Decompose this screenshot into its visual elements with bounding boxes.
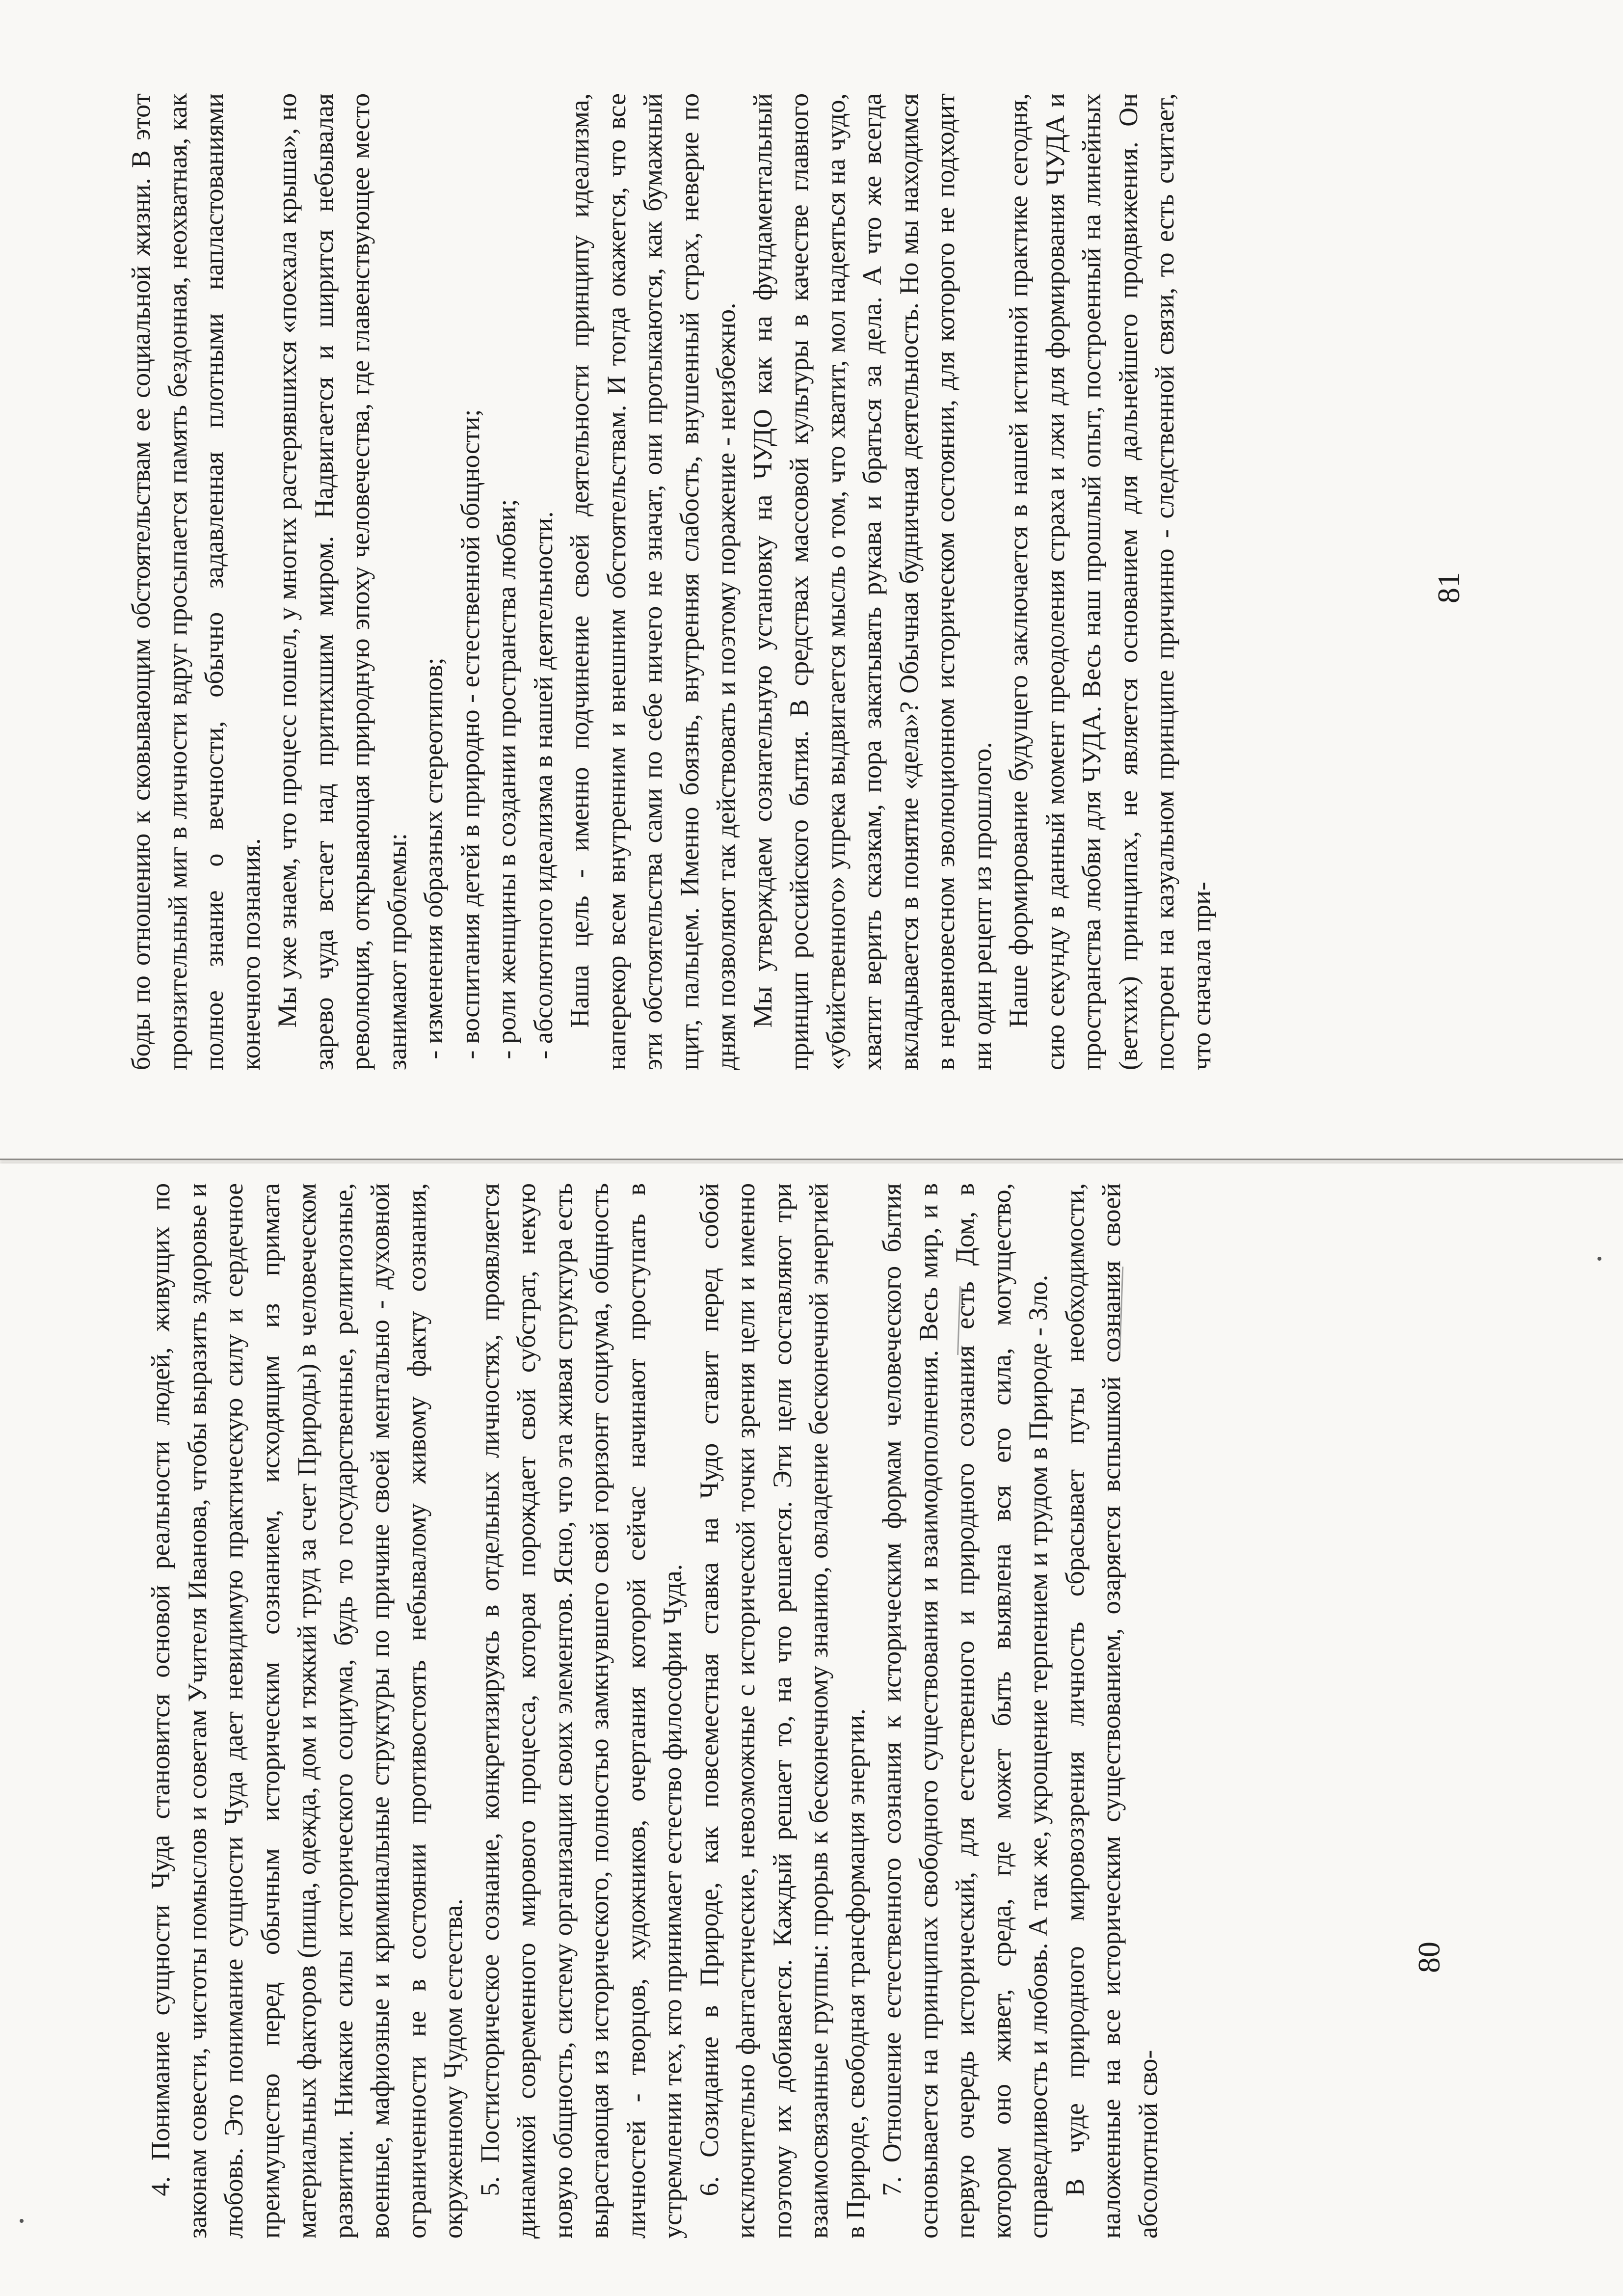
paragraph: Наше формирование будущего заключается в нашей истинной практике сегодня, сию секунду в данный момент преодоления страха и лжи для формирования ЧУДА и пространства любви для ЧУДА. Весь наш прошлый опыт, построенный на линейных (ветхих) принципах, не является основанием для дальнейшего продвижения. Он построен на казуальном принципе причинно - следственной связи, то есть считает, что сначала при- <box>1004 93 1216 1070</box>
paragraph: В чуде природного мировоззрения личность сбрасывает путы необходимости, наложенные на все историческим существованием, озаряется вспышкой сознания своей абсолютной сво- <box>1060 1183 1163 2239</box>
list-item: - изменения образных стереотипов; <box>415 93 452 1059</box>
page-number: 81 <box>1431 572 1466 603</box>
paragraph: 7. Отношение естественного сознания к историческим формам человеческого бытия основывается на принципах свободного существования и взаимодополнения. Весь мир, и в первую очередь исторический, для естественного и природного сознания есть Дом, в котором оно живет, среда, где может быть выявлена вся его сила, могущество, справедливость и любовь. А так же, укрощение терпением и трудом в Природе - Зло. <box>877 1183 1053 2239</box>
paragraph: Мы уже знаем, что процесс пошел, у многих растерявшихся «поехала крыша», но зарево чуда встает над притихшим миром. Надвигается и ширится небывалая революция, открывающая природную эпоху человечества, где главенствующее место занимают проблемы: <box>272 93 412 1070</box>
scan-speck <box>20 2219 24 2223</box>
page-number: 80 <box>1411 1942 1446 1973</box>
list-item: - абсолютного идеализма в нашей деятельности. <box>525 93 562 1059</box>
list-item: - роли женщины в создании пространства любви; <box>488 93 525 1059</box>
paragraph: Мы утверждаем сознательную установку на ЧУДО как на фундаментальный принцип российского бытия. В средствах массовой культуры в качестве главного «убийственного» упрека выдвигается мысль о том, что хватит, мол надеяться на чудо, хватит верить сказкам, пора закатывать рукава и браться за дела. А что же всегда вкладывается в понятие «дела»? Обычная будничная деятельность. Но мы находимся в неравновесном эволюционном историческом состоянии, для которого не подходит ни один рецепт из прошлого. <box>747 93 997 1070</box>
paragraph: 6. Созидание в Природе, как повсеместная ставка на Чудо ставит перед собой исключительно фантастические, невозможные с исторической точки зрения цели и именно поэтому их добивается. Каждый решает то, на что решается. Эти цели составляют три взаимосвязанные группы: прорыв к бесконечному знанию, овладение бесконечной энергией в Природе, свободная трансформация энергии. <box>694 1183 870 2239</box>
problem-list <box>415 93 561 1070</box>
list-item: - воспитания детей в природно - естественной общности; <box>452 93 489 1059</box>
paragraph: боды по отношению к сковывающим обстоятельствам ее социальной жизни. В этот пронзительный миг в личности вдруг просыпается память бездонная, неохватная, как полное знание о вечности, обычно задавленная плотными напластованиями конечного познания. <box>126 93 266 1070</box>
paragraph: 5. Постисторическое сознание, конкретизируясь в отдельных личностях, проявляется динамикой современного мирового процесса, которая порождает свой субстрат, некую новую общность, систему организации своих элементов. Ясно, что эта живая структура есть вырастающая из исторического, полностью замкнувшего свой горизонт социума, общность личностей - творцов, художников, очертания которой сейчас начинают проступать в устремлении тех, кто принимает естество философии Чуда. <box>475 1183 687 2239</box>
scan-speck <box>1597 1257 1601 1261</box>
page-80-text-block <box>142 1183 1399 2239</box>
page-81-text-block <box>123 93 1320 1070</box>
paragraph: 4. Понимание сущности Чуда становится основой реальности людей, живущих по законам совести, чистоты помыслов и советам Учителя Иванова, чтобы выразить здоровье и любовь. Это понимание сущности Чуда дает невидимую практическую силу и сердечное преимущество перед обычным историческим сознанием, исходящим из примата материальных факторов (пища, одежда, дом и тяжкий труд за счет Природы) в человеческом развитии. Никакие силы исторического социума, будь то государственные, религиозные, военные, мафиозные и криминальные структуры по причине своей ментально - духовной ограниченности не в состоянии противостоять небывалому живому факту сознания, окруженному Чудом естества. <box>146 1183 468 2239</box>
paragraph: Наша цель - именно подчинение своей деятельности принципу идеализма, наперекор всем внутренним и внешним обстоятельствам. И тогда окажется, что все эти обстоятельства сами по себе ничего не значат, они протыкаются, как бумажный щит, пальцем. Именно боязнь, внутренняя слабость, внушенный страх, неверие по дням позволяют так действовать и поэтому поражение - неизбежно. <box>565 93 741 1070</box>
